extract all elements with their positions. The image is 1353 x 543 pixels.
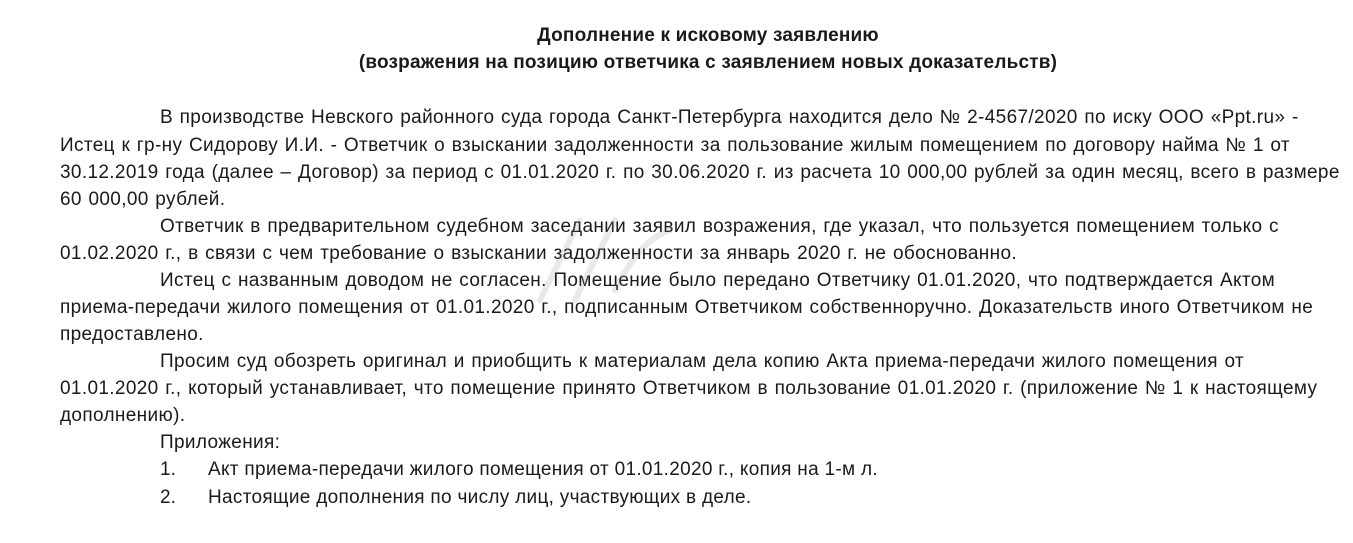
paragraph-1-line-3: 30.12.2019 года (далее – Договор) за период с 01.01.2020 г. по 30.06.2020 г. из расчета 10 000,00 рублей за один месяц, всего в размере: [60, 162, 1340, 183]
paragraph-3-line-1: Истец с названным доводом не согласен. Помещение было передано Ответчику 01.01.2020, что подтверждается Актом: [160, 270, 1276, 291]
paragraph-1-line-2: Истец к гр-ну Сидорову И.И. - Ответчик о взыскании задолженности за пользование жилым помещением по договору найма № 1 от: [60, 135, 1290, 156]
attachment-2-text: Настоящие дополнения по числу лиц, участвующих в деле.: [208, 487, 752, 508]
paragraph-1-line-1: В производстве Невского районного суда города Санкт-Петербурга находится дело № 2-4567/2020 по иску ООО «Ppt.ru» -: [160, 107, 1299, 128]
attachment-1-number: 1.: [160, 459, 176, 480]
paragraph-3-line-2: приема-передачи жилого помещения от 01.01.2020 г., подписанным Ответчиком собственноручно. Доказательств иного Ответчиком не: [60, 297, 1314, 318]
paragraph-2-line-2: 01.02.2020 г., в связи с чем требование о взыскании задолженности за январь 2020 г. не обоснованно.: [60, 243, 1018, 264]
attachment-1-text: Акт приема-передачи жилого помещения от 01.01.2020 г., копия на 1-м л.: [208, 459, 878, 480]
paragraph-4-line-2: 01.01.2020 г., который устанавливает, что помещение принято Ответчиком в пользование 01.01.2020 г. (приложение № 1 к настоящему: [60, 378, 1318, 399]
paragraph-1-line-4: 60 000,00 рублей.: [60, 189, 226, 210]
attachments-heading: Приложения:: [160, 432, 281, 453]
paragraph-3-line-3: предоставлено.: [60, 324, 204, 345]
paragraph-4-line-1: Просим суд обозреть оригинал и приобщить к материалам дела копию Акта приема-передачи жилого помещения от: [160, 351, 1245, 372]
paragraph-4-line-3: дополнению).: [60, 405, 186, 426]
document-subtitle: (возражения на позицию ответчика с заявлением новых доказательств): [358, 52, 1058, 73]
attachment-2-number: 2.: [160, 487, 176, 508]
document-title: Дополнение к исковому заявлению: [537, 25, 879, 46]
paragraph-2-line-1: Ответчик в предварительном судебном заседании заявил возражения, где указал, что пользуется помещением только с: [160, 216, 1279, 237]
